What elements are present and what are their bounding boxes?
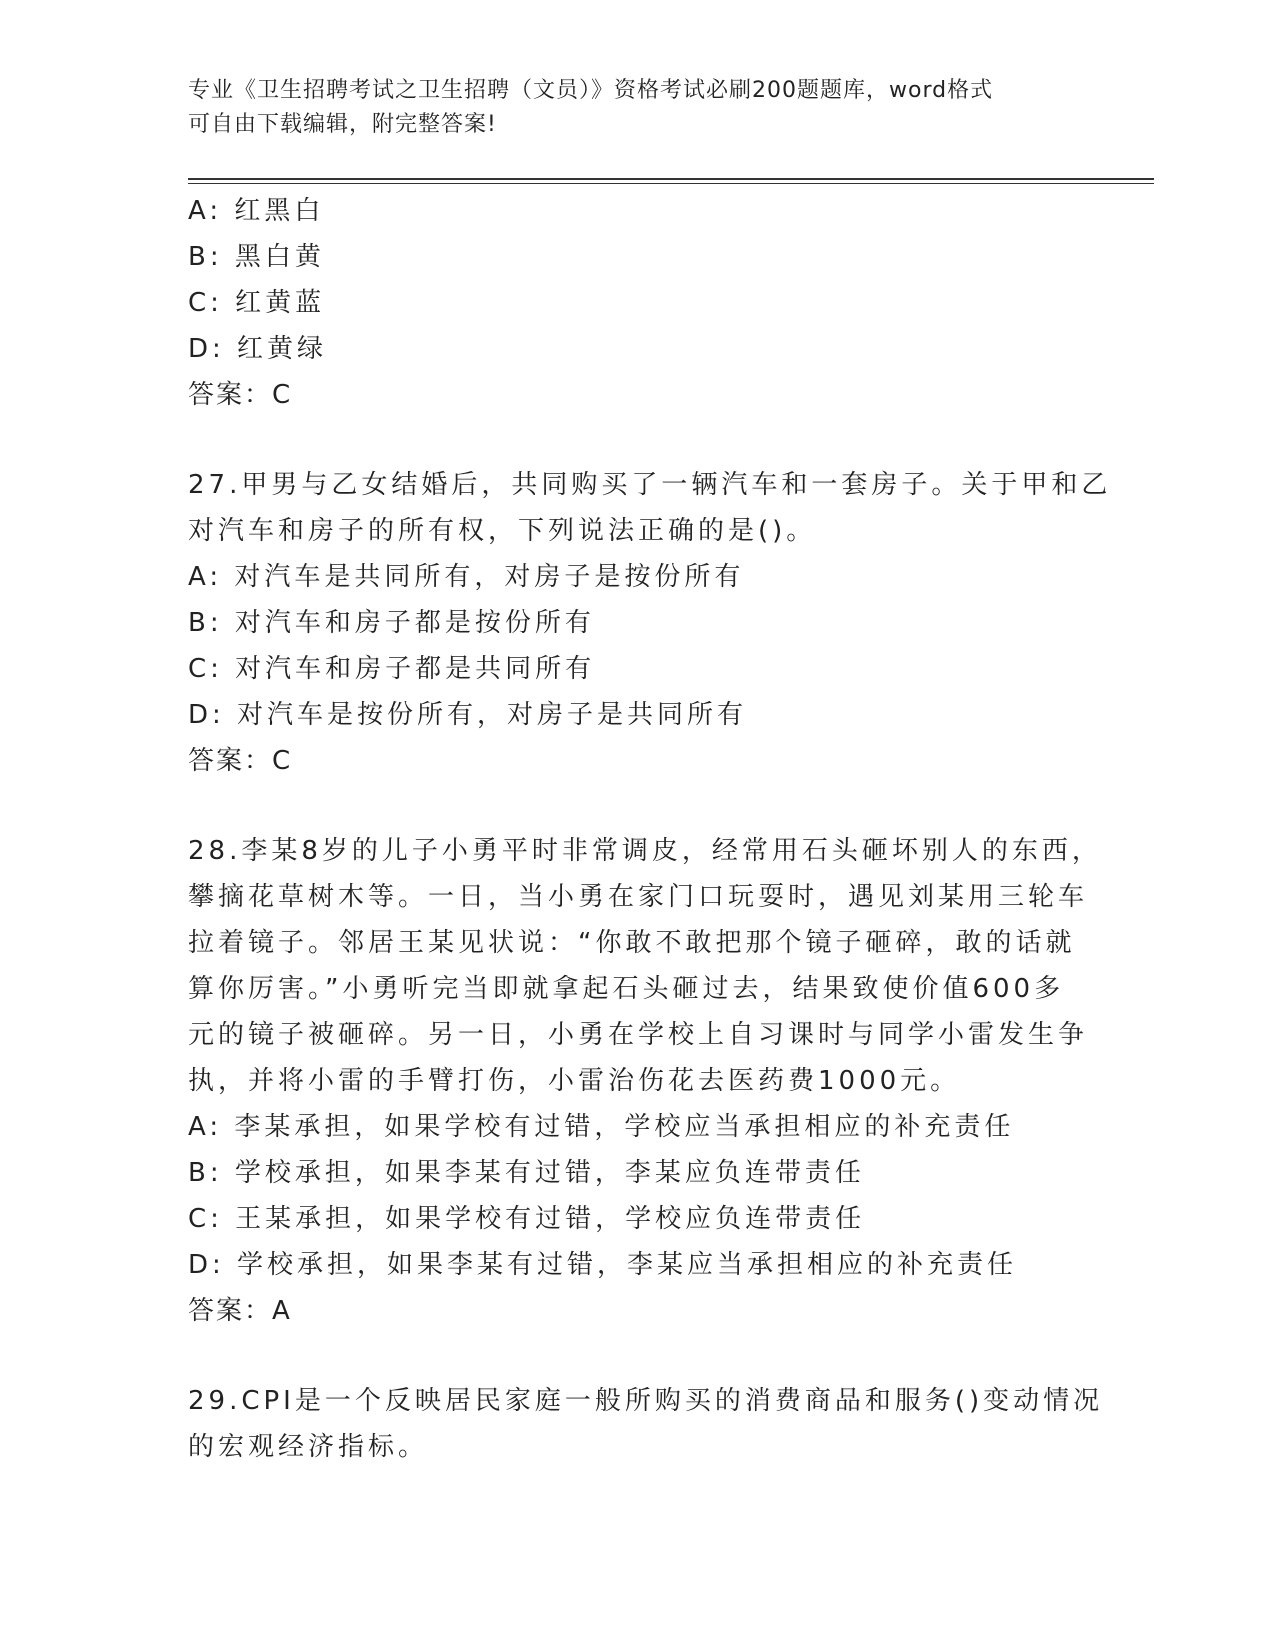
question-stem-line: 攀摘花草树木等。一日，当小勇在家门口玩耍时，遇见刘某用三轮车 xyxy=(188,882,1089,912)
answer: 答案：A xyxy=(188,1296,292,1326)
document-body xyxy=(188,188,1112,1470)
question-stem-line: 27.甲男与乙女结婚后，共同购买了一辆汽车和一套房子。关于甲和乙 xyxy=(188,470,1112,500)
document-header xyxy=(188,74,1068,142)
answer: 答案：C xyxy=(188,746,293,776)
option-c: C: 对汽车和房子都是共同所有 xyxy=(188,654,596,684)
option-a: A: 李某承担，如果学校有过错，学校应当承担相应的补充责任 xyxy=(188,1112,1015,1142)
option-b: B: 学校承担，如果李某有过错，李某应负连带责任 xyxy=(188,1158,865,1188)
question-stem-line: 28.李某8岁的儿子小勇平时非常调皮，经常用石头砸坏别人的东西， xyxy=(188,836,1102,866)
answer: 答案：C xyxy=(188,380,293,410)
header-divider-thin xyxy=(188,183,1154,184)
option-d: D: 学校承担，如果李某有过错，李某应当承担相应的补充责任 xyxy=(188,1250,1018,1280)
option-b: B: 黑白黄 xyxy=(188,242,325,272)
option-a: A: 对汽车是共同所有，对房子是按份所有 xyxy=(188,562,745,592)
question-stem-line: 算你厉害。”小勇听完当即就拿起石头砸过去，结果致使价值600多 xyxy=(188,974,1065,1004)
option-c: C: 红黄蓝 xyxy=(188,288,326,318)
question-stem-line: 元的镜子被砸碎。另一日，小勇在学校上自习课时与同学小雷发生争 xyxy=(188,1020,1089,1050)
spacer xyxy=(188,1334,1088,1378)
header-line-1: 专业《卫生招聘考试之卫生招聘（文员）》资格考试必刷200题题库，word格式 xyxy=(188,78,994,103)
option-d: D: 红黄绿 xyxy=(188,334,328,364)
question-stem-line: 的宏观经济指标。 xyxy=(188,1432,429,1462)
question-26 xyxy=(188,188,1088,418)
spacer xyxy=(188,784,1088,828)
question-28 xyxy=(188,828,1102,1334)
option-c: C: 王某承担，如果学校有过错，学校应负连带责任 xyxy=(188,1204,866,1234)
question-stem-line: 拉着镜子。邻居王某见状说：“你敢不敢把那个镜子砸碎，敢的话就 xyxy=(188,928,1076,958)
option-b: B: 对汽车和房子都是按份所有 xyxy=(188,608,595,638)
question-27 xyxy=(188,462,1112,784)
option-a: A: 红黑白 xyxy=(188,196,325,226)
spacer xyxy=(188,418,1088,462)
question-stem-line: 对汽车和房子的所有权，下列说法正确的是()。 xyxy=(188,516,817,546)
header-divider-thick xyxy=(188,178,1154,180)
option-d: D: 对汽车是按份所有，对房子是共同所有 xyxy=(188,700,748,730)
question-stem-line: 29.CPI是一个反映居民家庭一般所购买的消费商品和服务()变动情况 xyxy=(188,1386,1104,1416)
question-stem-line: 执，并将小雷的手臂打伤，小雷治伤花去医药费1000元。 xyxy=(188,1066,961,1096)
question-29 xyxy=(188,1378,1104,1470)
header-line-2: 可自由下载编辑，附完整答案! xyxy=(188,112,497,137)
